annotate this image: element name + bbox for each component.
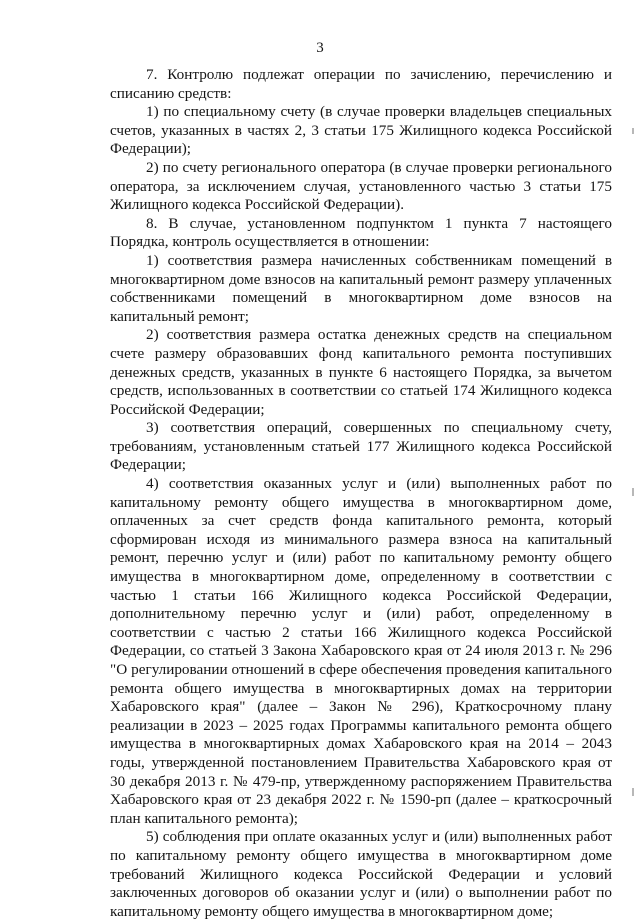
paragraph-item-8-4: 4) соответствия оказанных услуг и (или) выполненных работ по капитальному ремонту общего имущества в многоквартирном доме, оплаченных за счет средств фонда капитального ремонта, который сформирован исходя из минимального размера взноса на капитальный ремонт, перечню услуг и (или) работ по капитальному ремонту общего имущества в многоквартирном доме, определенному в соответствии с частью 1 статьи 166 Жилищного кодекса Российской Федерации, дополнительному перечню услуг и (или) работ, определенному в соответствии с частью 2 статьи 166 Жилищного кодекса Российской Федерации, со статьей 3 Закона Хабаровского края от 24 июля 2013 г. № 296 "О регулировании отношений в сфере обеспечения проведения капитального ремонта общего имущества в многоквартирных домах на территории Хабаровского края" (далее – Закон № 296), Краткосрочному плану реализации в 2023 – 2025 годах Программы капитального ремонта общего имущества в многоквартирных домах Хабаровского края на 2014 – 2043 годы, утвержденной постановлением Правительства Хабаровского края от 30 декабря 2013 г. № 479-пр, утвержденному распоряжением Правительства Хабаровского края от 23 декабря 2022 г. № 1590-рп (далее – краткосрочный план капитального ремонта); <box>110 475 612 827</box>
document-body <box>110 66 612 921</box>
paragraph-item-8-2: 2) соответствия размера остатка денежных средств на специальном счете размеру образовавших фонд капитального ремонта поступивших денежных средств, указанных в пункте 6 настоящего Порядка, за вычетом средств, использованных в соответствии со статьей 174 Жилищного кодекса Российской Федерации; <box>110 326 612 418</box>
paragraph-item-8-1: 1) соответствия размера начисленных собственникам помещений в многоквартирном доме взносов на капитальный ремонт размеру уплаченных собственниками помещений в многоквартирном доме взносов на капитальный ремонт; <box>110 251 612 325</box>
scan-mark <box>632 488 634 496</box>
scan-mark <box>632 788 634 796</box>
paragraph-item-8-5: 5) соблюдения при оплате оказанных услуг и (или) выполненных работ по капитальному ремонту общего имущества в многоквартирном доме требований Жилищного кодекса Российской Федерации и условий заключенных договоров об оказании услуг и (или) о выполнении работ по капитальному ремонту общего имущества в многоквартирном доме; <box>110 828 612 920</box>
paragraph-item-7: 7. Контролю подлежат операции по зачислению, перечислению и списанию средств: <box>110 66 612 102</box>
scan-mark <box>632 128 634 134</box>
page-number: 3 <box>316 40 324 56</box>
paragraph-item-7-1: 1) по специальному счету (в случае проверки владельцев специальных счетов, указанных в частях 2, 3 статьи 175 Жилищного кодекса Российской Федерации); <box>110 103 612 158</box>
paragraph-item-8-3: 3) соответствия операций, совершенных по специальному счету, требованиям, установленным статьей 177 Жилищного кодекса Российской Федерации; <box>110 419 612 474</box>
paragraph-item-8: 8. В случае, установленном подпунктом 1 пункта 7 настоящего Порядка, контроль осуществляется в отношении: <box>110 214 612 251</box>
paragraph-item-7-2: 2) по счету регионального оператора (в случае проверки регионального оператора, за исключением случая, установленного частью 3 статьи 175 Жилищного кодекса Российской Федерации). <box>110 158 612 214</box>
